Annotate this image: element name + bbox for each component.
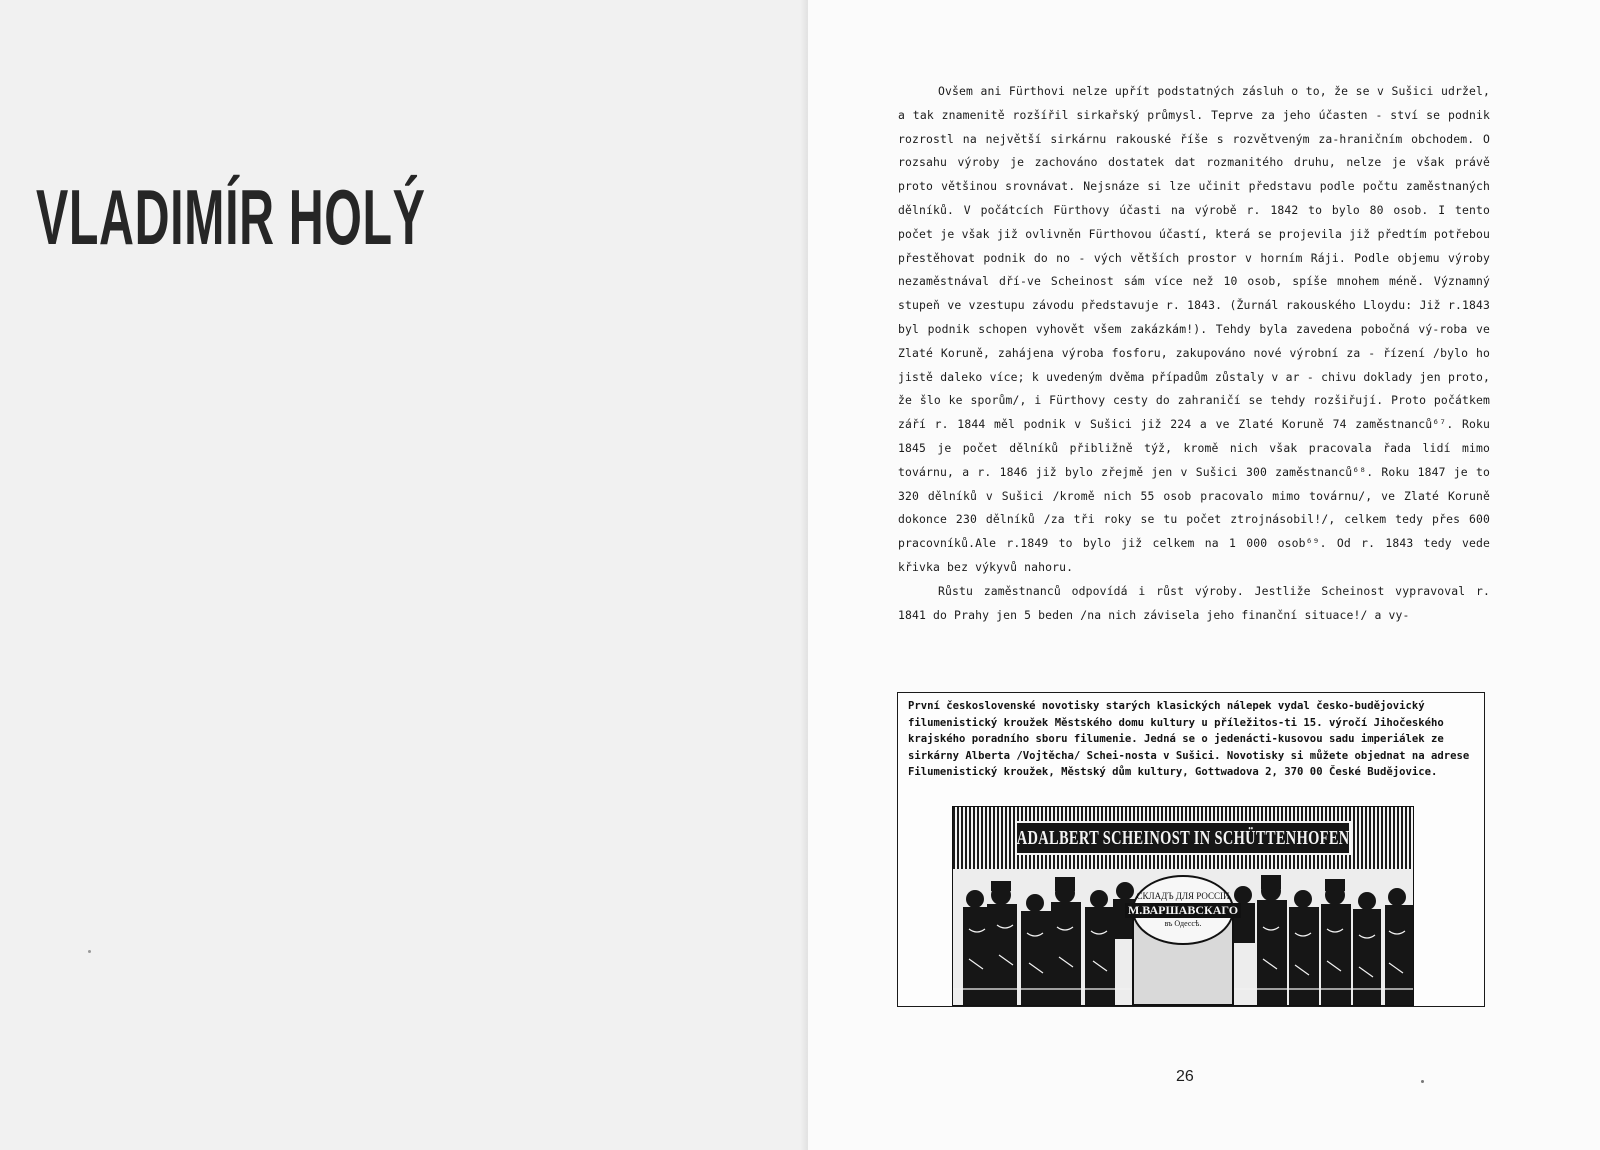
medallion-line-3: въ Одессѣ.	[1164, 919, 1202, 928]
body-paragraph-1: Ovšem ani Fürthovi nelze upřít podstatných zásluh o to, že se v Sušici udržel, a tak znamenitě rozšířil sirkařský průmysl. Teprve za jeho účasten - ství se podnik rozrostl na největší sirkárnu rakouské říše s rozvětveným za-hraničním obchodem. O rozsahu výroby je zachováno dostatek dat rozmanitého druhu, nelze je však právě proto většinou srovnávat. Nejsnáze si lze učinit představu podle počtu zaměstnaných dělníků. V počátcích Fürthovy účasti na výrobě r. 1842 to bylo 80 osob. I tento počet je však již ovlivněn Fürthovou účastí, která se projevila již předtím potřebou přestěhovat podnik do no - vých větších prostor v horním Ráji. Podle objemu výroby nezaměstnával dří-ve Scheinost sám více než 10 osob, spíše mnohem méně. Významný stupeň ve vzestupu závodu představuje r. 1843. (Žurnál rakouského Lloydu: Již r.1843 byl podnik schopen vyhovět všem zakázkám!). Tehdy byla zavedena pobočná vý-roba ve Zlaté Koruně, zahájena výroba fosforu, zakupováno nové výrobní za - řízení /bylo ho jistě daleko více; k uvedeným dvěma případům zůstaly v ar - chivu doklady jen proto, že šlo ke sporům/, i Fürthovy cesty do zahraničí se tehdy rozšiřují. Proto počátkem září r. 1844 měl podnik v Sušici již 224 a ve Zlaté Koruně 74 zaměstnanců⁶⁷. Roku 1845 je počet dělníků přibližně týž, kromě nich však pracovala řada lidí mimo továrnu, a r. 1846 již bylo zřejmě jen v Sušici 300 zaměstnanců⁶⁸. Roku 1847 je to 320 dělníků v Sušici /kromě nich 55 osob pracovalo mimo továrnu/, ve Zlaté Koruně dokonce 230 dělníků /za tři roky se tu počet ztrojnásobil!/, celkem tedy přes 600 pracovníků.Ale r.1849 to bylo již celkem na 1 000 osob⁶⁹. Od r. 1843 tedy vede křivka bez výkyvů nahoru.	[898, 84, 1490, 574]
label-banner-text: ADALBERT SCHEINOST IN SCHÜTTENHOFEN	[1016, 826, 1350, 849]
page-number: 26	[1176, 1068, 1194, 1085]
medallion-line-1: СКЛАДЪ ДЛЯ РОССІИ	[1136, 891, 1230, 901]
reprint-notice-text: První československé novotisky starých klasických nálepek vydal česko-budějovický filumenistický kroužek Městského domu kultury u příležitos-ti 15. výročí Jihočeského krajského poradního sboru filumenie. Jedná se o jedenácti-kusovou sadu imperiálek ze sirkárny Alberta /Vojtěcha/ Schei-nosta v Sušici. Novotisky si můžete objednat na adrese Filumenistický kroužek, Městský dům kultury, Gottwadova 2, 370 00 České Budějovice.	[908, 700, 1470, 779]
paper-speck	[1421, 1080, 1424, 1083]
author-name: VLADIMÍR HOLÝ	[36, 173, 426, 261]
paper-speck	[88, 950, 91, 953]
label-ornamental-band	[953, 807, 1413, 869]
body-text	[898, 80, 1490, 627]
medallion-line-2: М.ВАРШАВСКАГО	[1125, 903, 1241, 918]
body-paragraph-2: Růstu zaměstnanců odpovídá i růst výroby. Jestliže Scheinost vypravoval r. 1841 do Prahy jen 5 beden /na nich závisela jeho finanční situace!/ a vy-	[898, 583, 1490, 622]
label-medallion	[1127, 875, 1239, 945]
label-banner	[1015, 821, 1351, 855]
matchbox-label-illustration	[952, 806, 1414, 1006]
